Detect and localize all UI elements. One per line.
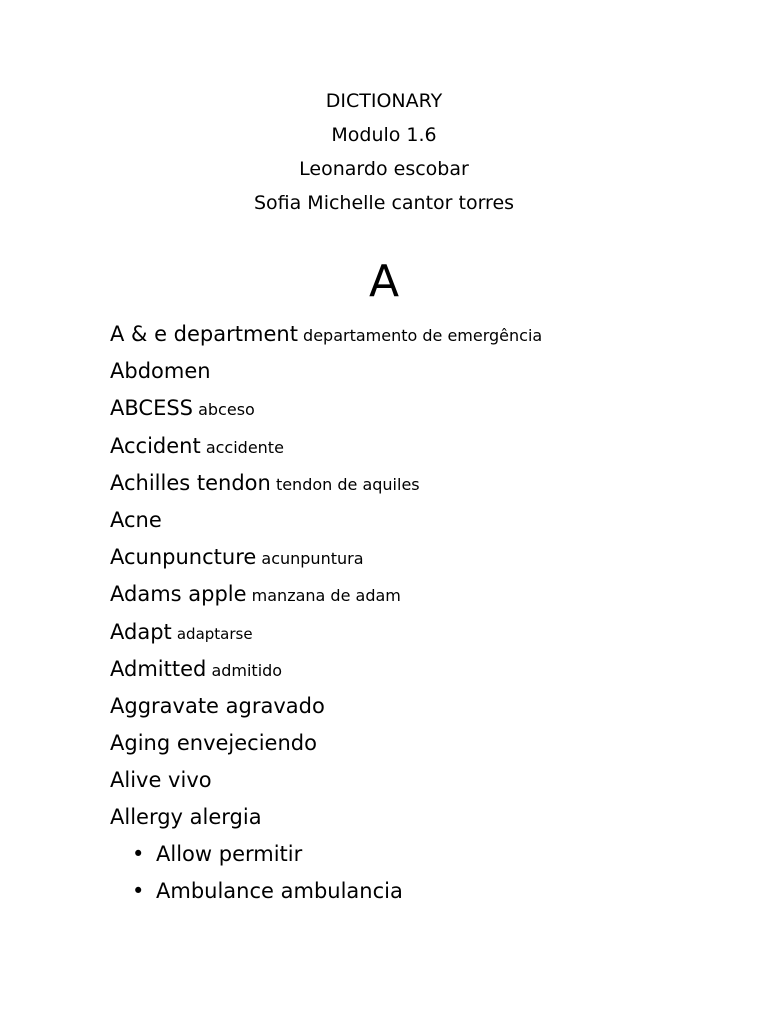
entry-term: Alive vivo [110,768,212,793]
entry-row [110,799,750,836]
entry-row [110,762,750,799]
entry-row [110,688,750,725]
entry-row [110,651,750,688]
entry-row [110,725,750,762]
entry-term: Aggravate agravado [110,693,325,718]
author-name: Leonardo escobar [299,158,469,180]
entry-translation: accidente [205,437,284,457]
entry-term: A & e department [110,322,298,346]
entry-translation: tendon de aquiles [275,474,420,494]
entry-row [110,614,750,651]
bullet-text: Allow permitir [156,842,303,866]
entry-translation: admitido [211,660,283,680]
entry-term: Accident [110,433,201,458]
entry-row [110,428,750,465]
entry-row [110,465,750,502]
entry-row [110,502,750,539]
bullet-list-item [110,873,750,910]
entry-term: Acunpuncture [110,545,257,570]
entry-translation: adaptarse [176,624,253,643]
bullet-icon: • [132,842,145,866]
section-letter: A [368,256,400,307]
entry-list [110,316,750,837]
bullet-list [110,836,750,910]
entry-translation: manzana de adam [251,586,401,606]
entry-row [110,316,750,353]
author-name: Sofia Michelle cantor torres [253,192,515,214]
bullet-list-item [110,836,750,873]
entry-translation: departamento de emergência [303,326,543,345]
bullet-text: Ambulance ambulancia [156,879,403,904]
entry-term: Abdomen [110,359,211,384]
module-label: Modulo 1.6 [331,124,437,146]
entry-row [110,390,750,427]
entry-term: Acne [110,507,162,532]
entry-term: Admitted [110,656,207,681]
entry-term: ABCESS [110,396,193,421]
document-header [0,84,768,220]
entry-term: Adapt [110,619,172,644]
entry-translation: acunpuntura [261,549,364,569]
entry-translation: abceso [198,400,255,420]
bullet-icon: • [132,879,145,904]
entry-row [110,353,750,390]
entry-term: Aging envejeciendo [110,731,317,756]
entry-row [110,576,750,613]
entry-term: Allergy alergia [110,805,262,830]
entry-row [110,539,750,576]
entry-term: Adams apple [110,582,247,607]
document-title: DICTIONARY [325,90,443,112]
entry-term: Achilles tendon [110,470,271,495]
